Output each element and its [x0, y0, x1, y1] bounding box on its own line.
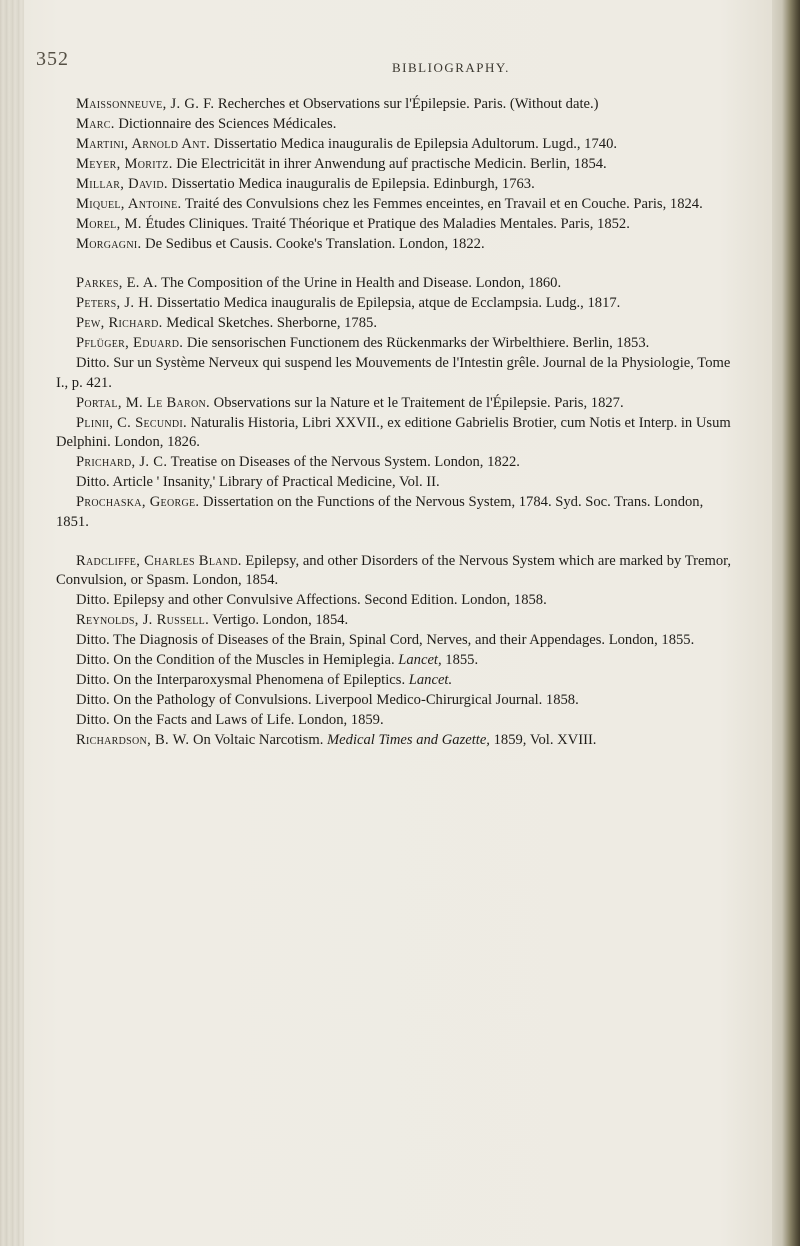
entry-text: Ditto. On the Interparoxysmal Phenomena of Epileptics. — [76, 672, 409, 688]
entry-text: Dissertation on the Functions of the Nervous System, 1784. Syd. Soc. Trans. London, 1851. — [56, 494, 704, 530]
entry-author: Miquel, Antoine. — [76, 196, 182, 212]
entry-text: Epilepsy, and other Disorders of the Nervous System which are marked by Tremor, Convulsion, or Spasm. London, 1854. — [56, 552, 732, 588]
entry-text: Die sensorischen Functionem des Rückenmarks der Wirbelthiere. Berlin, 1853. — [183, 335, 650, 351]
bibliography-entry — [56, 155, 736, 175]
bibliography-list — [56, 95, 736, 751]
entry-text-tail: 1859, Vol. XVIII. — [489, 732, 597, 748]
bibliography-entry — [56, 175, 736, 195]
bibliography-entry — [56, 115, 736, 135]
entry-author: Millar, David. — [76, 176, 168, 192]
entry-author: Portal, M. Le Baron. — [76, 394, 211, 411]
entry-author: Martini, Arnold Ant. — [76, 136, 211, 152]
entry-text: The Composition of the Urine in Health and Disease. London, 1860. — [157, 275, 562, 291]
entry-author: Pflüger, Eduard. — [76, 335, 184, 351]
bibliography-entry — [56, 671, 736, 691]
entry-text: Dissertatio Medica inauguralis de Epilepsia. Edinburgh, 1763. — [167, 176, 535, 192]
bibliography-entry — [56, 414, 736, 453]
entry-author: Maissonneuve, J. G. F. — [76, 96, 215, 112]
bibliography-entry — [56, 274, 736, 294]
entry-text: Dissertatio Medica inauguralis de Epilepsia, atque de Ecclampsia. Ludg., 1817. — [153, 295, 621, 311]
page-gutter — [0, 0, 24, 1246]
entry-text: Ditto. On the Facts and Laws of Life. London, 1859. — [76, 712, 384, 728]
bibliography-entry — [56, 354, 736, 393]
journal-title: Lancet. — [408, 672, 453, 688]
bibliography-entry — [56, 314, 736, 334]
entry-author: Pew, Richard. — [76, 315, 163, 331]
entry-author: Morgagni. — [76, 236, 142, 252]
page-number: 352 — [36, 48, 69, 70]
bibliography-entry — [56, 631, 736, 651]
bibliography-entry — [56, 711, 736, 731]
bibliography-entry — [56, 453, 736, 473]
entry-author: Radcliffe, Charles Bland. — [76, 552, 242, 569]
entry-text: Ditto. Epilepsy and other Convulsive Affections. Second Edition. London, 1858. — [76, 592, 547, 608]
entry-text: Vertigo. London, 1854. — [209, 612, 349, 628]
entry-text: Recherches et Observations sur l'Épilepsie. Paris. (Without date.) — [214, 96, 599, 112]
journal-title: Medical Times and Gazette, — [327, 732, 490, 748]
entry-author: Peters, J. H. — [76, 295, 154, 311]
bibliography-entry — [56, 691, 736, 711]
entry-author: Morel, M. — [76, 216, 142, 232]
entry-author: Reynolds, J. Russell. — [76, 612, 210, 628]
bibliography-entry — [56, 235, 736, 255]
entry-text: Ditto. On the Pathology of Convulsions. Liverpool Medico-Chirurgical Journal. 1858. — [76, 692, 579, 708]
entry-text: Dissertatio Medica inauguralis de Epilepsia Adultorum. Lugd., 1740. — [210, 136, 618, 152]
page-edge — [772, 0, 800, 1246]
entry-text: Die Electricität in ihrer Anwendung auf practische Medicin. Berlin, 1854. — [172, 156, 607, 172]
entry-author: Meyer, Moritz. — [76, 156, 173, 172]
bibliography-entry — [56, 195, 736, 215]
bibliography-entry — [56, 611, 736, 631]
section-gap — [56, 533, 736, 552]
journal-title: Lancet, — [398, 652, 442, 668]
entry-text: On Voltaic Narcotism. — [189, 732, 328, 748]
section-gap — [56, 255, 736, 274]
entry-text: Ditto. Sur un Système Nerveux qui suspend les Mouvements de l'Intestin grêle. Journal de la Physiologie, Tome I., p. 421. — [56, 355, 731, 391]
bibliography-entry — [56, 473, 736, 493]
bibliography-entry — [56, 552, 736, 591]
entry-text: Ditto. Article ' Insanity,' Library of Practical Medicine, Vol. II. — [76, 474, 440, 490]
entry-text: Treatise on Diseases of the Nervous System. London, 1822. — [167, 454, 520, 470]
entry-author: Plinii, C. Secundi. — [76, 414, 188, 431]
bibliography-entry — [56, 95, 736, 115]
entry-text: Dictionnaire des Sciences Médicales. — [114, 116, 337, 132]
entry-text: Observations sur la Nature et le Traitement de l'Épilepsie. Paris, 1827. — [210, 394, 624, 411]
entry-text-tail: 1855. — [441, 652, 479, 668]
entry-author: Prochaska, George. — [76, 494, 200, 510]
bibliography-entry — [56, 591, 736, 611]
bibliography-entry — [56, 294, 736, 314]
bibliography-entry — [56, 215, 736, 235]
bibliography-entry — [56, 135, 736, 155]
bibliography-entry — [56, 493, 736, 532]
running-head: BIBLIOGRAPHY. — [392, 60, 510, 75]
entry-text: Ditto. The Diagnosis of Diseases of the Brain, Spinal Cord, Nerves, and their Appendages. London, 1855. — [76, 632, 695, 648]
entry-author: Richardson, B. W. — [76, 732, 190, 748]
entry-author: Prichard, J. C. — [76, 454, 168, 470]
entry-text: Ditto. On the Condition of the Muscles in Hemiplegia. — [76, 652, 399, 668]
entry-author: Parkes, E. A. — [76, 275, 158, 291]
entry-text: De Sedibus et Causis. Cooke's Translation. London, 1822. — [141, 236, 485, 252]
entry-text: Naturalis Historia, Libri XXVII., ex editione Gabrielis Brotier, cum Notis et Interp. in Usum Delphini. London, 1826. — [56, 414, 731, 450]
bibliography-entry — [56, 394, 736, 414]
entry-text: Medical Sketches. Sherborne, 1785. — [162, 315, 377, 331]
entry-text: Études Cliniques. Traité Théorique et Pratique des Maladies Mentales. Paris, 1852. — [141, 216, 630, 232]
entry-text: Traité des Convulsions chez les Femmes enceintes, en Travail et en Couche. Paris, 1824. — [181, 196, 703, 212]
bibliography-entry — [56, 731, 736, 751]
entry-author: Marc. — [76, 116, 115, 132]
bibliography-entry — [56, 334, 736, 354]
bibliography-entry — [56, 651, 736, 671]
